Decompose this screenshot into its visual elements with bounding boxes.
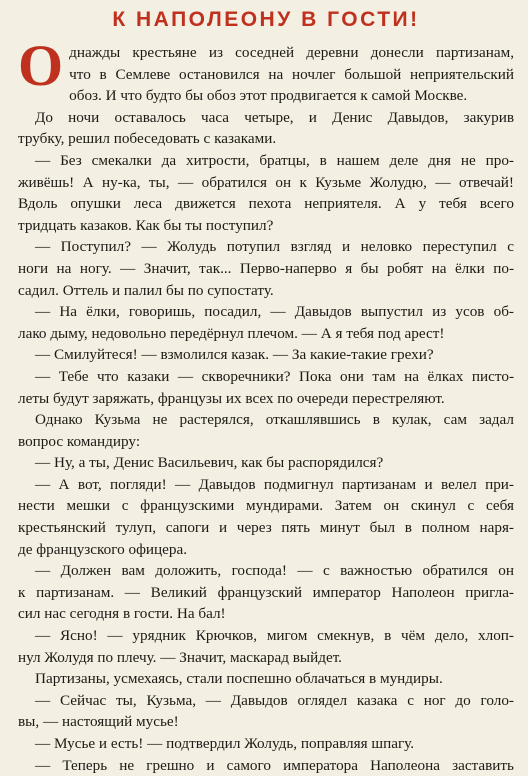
text-line: — Мусье и есть! — подтвердил Жолудь, поправляя шпагу. <box>35 735 415 752</box>
text-line: вы, — настоящий мусье! <box>18 713 179 731</box>
text-line: Вдоль опушки леса движется пехота неприятеля. А у тебя всего <box>18 195 514 213</box>
text-line: днажды крестьяне из соседней деревни донесли партизанам, <box>69 44 514 61</box>
text-line: леты будут заряжать, французы их всех по очереди перестреляют. <box>18 389 445 407</box>
text-line: обоз. И что будто бы обоз этот продвигается к самой Москве. <box>69 87 468 105</box>
text-line: Однако Кузьма не растерялся, откашлявшись в кулак, сам задал <box>35 411 514 429</box>
drop-cap-letter: О <box>18 33 64 98</box>
text-line: к партизанам. — Великий французский император Наполеон пригла- <box>18 583 514 601</box>
text-line: — Ну, а ты, Денис Васильевич, как бы распорядился? <box>35 454 384 472</box>
text-line: садил. Оттель и палил бы по супостату. <box>18 281 274 299</box>
text-line: крестьянский тулуп, сапоги и через пять минут был в полном наря- <box>18 519 514 537</box>
text-line: — Смилуйтеся! — взмолился казак. — За какие-такие грехи? <box>35 346 434 364</box>
text-line: — Теперь не грешно и самого императора Наполеона заставить <box>35 756 514 774</box>
text-line: тридцать казаков. Как бы ты поступил? <box>18 216 274 234</box>
text-line: — А вот, погляди! — Давыдов подмигнул партизанам и велел при- <box>35 475 514 493</box>
text-line: нул Жолудя по плечу. — Значит, маскарад выйдет. <box>18 648 342 666</box>
text-line: Партизаны, усмехаясь, стали поспешно облачаться в мундиры. <box>35 670 443 688</box>
text-line: де французского офицера. <box>18 540 188 558</box>
text-line: что в Семлеве остановился на ночлег большой неприятельский <box>69 65 514 83</box>
text-line: ноги на ногу. — Значит, так... Перво-наперво я бы робят на ёлки по- <box>18 259 514 277</box>
text-line: — Сейчас ты, Кузьма, — Давыдов оглядел казака с ног до голо- <box>35 691 514 709</box>
text-line: трубку, решил побеседовать с казаками. <box>18 130 277 148</box>
story-title: К НАПОЛЕОНУ В ГОСТИ! <box>112 8 420 31</box>
text-line: — Должен вам доложить, господа! — с важностью обратился он <box>35 562 514 580</box>
text-line: До ночи оставалось часа четыре, и Денис Давыдов, закурив <box>35 108 514 126</box>
text-line: — На ёлки, говоришь, посадил, — Давыдов выпустил из усов об- <box>35 303 514 321</box>
text-line: — Поступил? — Жолудь потупил взгляд и неловко переступил с <box>35 238 514 256</box>
text-line: — Без смекалки да хитрости, братцы, в нашем деле дня не про- <box>35 151 514 169</box>
text-line: — Ясно! — урядник Крючков, мигом смекнув, в чём дело, хлоп- <box>35 627 514 645</box>
story-text <box>18 33 514 776</box>
text-line: вопрос командиру: <box>18 432 141 450</box>
text-line: — Тебе что казаки — скворечники? Пока они там на ёлках писто- <box>35 367 514 385</box>
text-line: живёшь! А ну-ка, ты, — обратился он к Кузьме Жолудю, — отвечай! <box>18 173 514 191</box>
text-line: нести мешки с французскими мундирами. Затем он скинул с себя <box>18 497 514 515</box>
text-line: лако дыму, недовольно передёрнул плечом. — А я тебя под арест! <box>18 324 445 342</box>
text-line: сил нас сегодня в гости. На бал! <box>18 605 226 623</box>
